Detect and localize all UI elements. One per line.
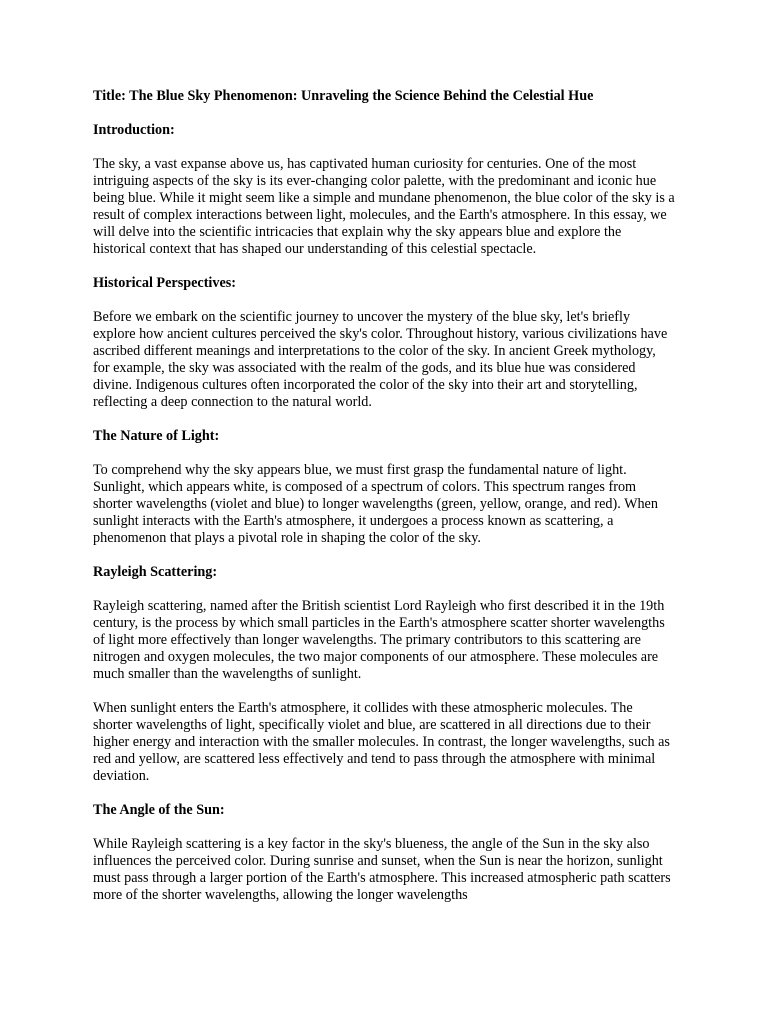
document-title: Title: The Blue Sky Phenomenon: Unraveling the Science Behind the Celestial Hue (93, 88, 594, 104)
paragraph-rayleigh-scattering-1: Rayleigh scattering, named after the British scientist Lord Rayleigh who first described it in the 19th century, is the process by which small particles in the Earth's atmosphere scatter shorter wavelengths of light more effectively than longer wavelengths. The primary contributors to this scattering are nitrogen and oxygen molecules, the two major components of our atmosphere. These molecules are much smaller than the wavelengths of sunlight. (93, 598, 665, 682)
section-heading-rayleigh-scattering: Rayleigh Scattering: (93, 564, 218, 580)
paragraph-historical-perspectives: Before we embark on the scientific journey to uncover the mystery of the blue sky, let's briefly explore how ancient cultures perceived the sky's color. Throughout history, various civilizations have ascribed different meanings and interpretations to the color of the sky. In ancient Greek mythology, for example, the sky was associated with the realm of the gods, and its blue hue was considered divine. Indigenous cultures often incorporated the color of the sky into their art and storytelling, reflecting a deep connection to the natural world. (93, 309, 668, 410)
document-body (93, 88, 675, 904)
paragraph-angle-of-sun: While Rayleigh scattering is a key factor in the sky's blueness, the angle of the Sun in the sky also influences the perceived color. During sunrise and sunset, when the Sun is near the horizon, sunlight must pass through a larger portion of the Earth's atmosphere. This increased atmospheric path scatters more of the shorter wavelengths, allowing the longer wavelengths (93, 836, 671, 903)
paragraph-introduction: The sky, a vast expanse above us, has captivated human curiosity for centuries. One of the most intriguing aspects of the sky is its ever-changing color palette, with the predominant and iconic hue being blue. While it might seem like a simple and mundane phenomenon, the blue color of the sky is a result of complex interactions between light, molecules, and the Earth's atmosphere. In this essay, we will delve into the scientific intricacies that explain why the sky appears blue and explore the historical context that has shaped our understanding of this celestial spectacle. (93, 156, 675, 257)
paragraph-rayleigh-scattering-2: When sunlight enters the Earth's atmosphere, it collides with these atmospheric molecules. The shorter wavelengths of light, specifically violet and blue, are scattered in all directions due to their higher energy and interaction with the smaller molecules. In contrast, the longer wavelengths, such as red and yellow, are scattered less effectively and tend to pass through the atmosphere with minimal deviation. (93, 700, 670, 784)
section-heading-nature-of-light: The Nature of Light: (93, 428, 220, 444)
section-heading-introduction: Introduction: (93, 122, 175, 138)
paragraph-nature-of-light: To comprehend why the sky appears blue, we must first grasp the fundamental nature of light. Sunlight, which appears white, is composed of a spectrum of colors. This spectrum ranges from shorter wavelengths (violet and blue) to longer wavelengths (green, yellow, orange, and red). When sunlight interacts with the Earth's atmosphere, it undergoes a process known as scattering, a phenomenon that plays a pivotal role in shaping the color of the sky. (93, 462, 658, 546)
section-heading-historical-perspectives: Historical Perspectives: (93, 275, 237, 291)
section-heading-angle-of-sun: The Angle of the Sun: (93, 802, 225, 818)
